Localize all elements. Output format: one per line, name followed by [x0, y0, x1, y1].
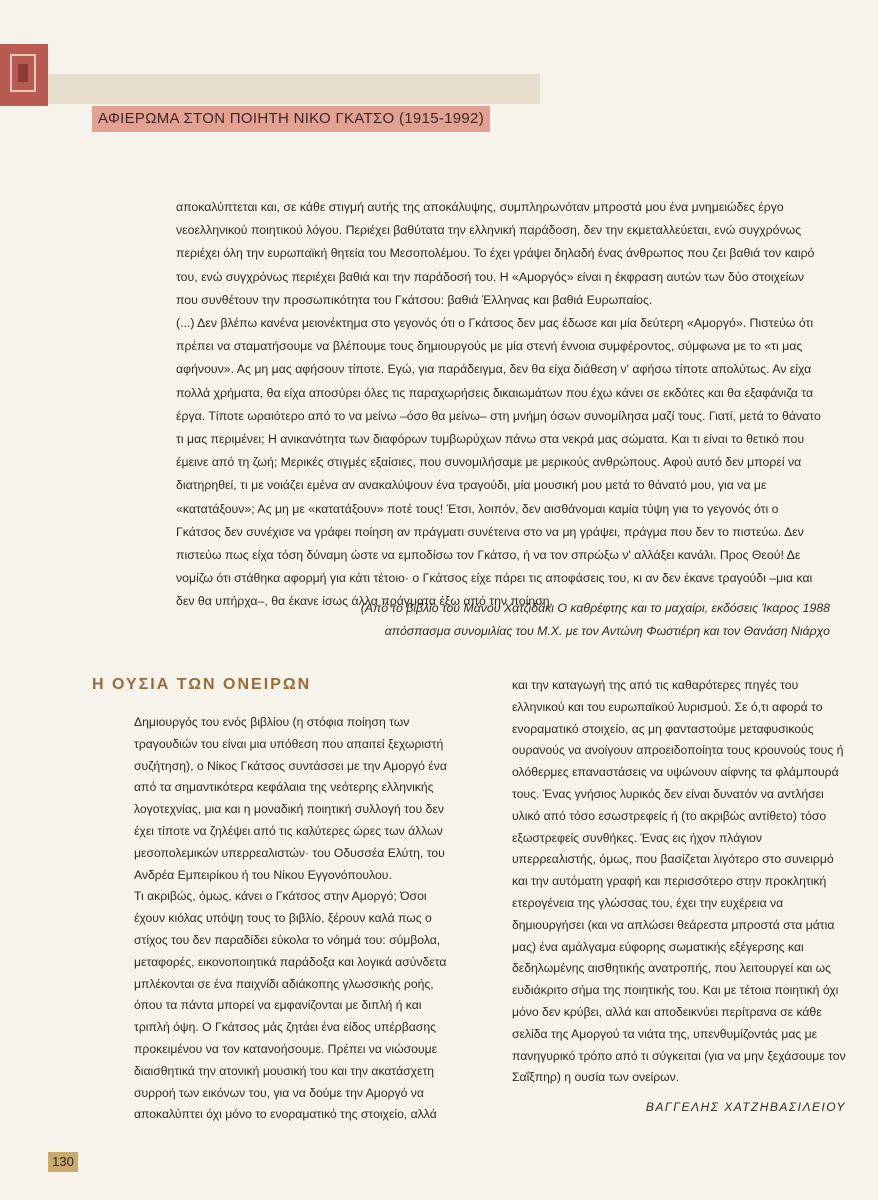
header-emblem-image [0, 44, 48, 106]
left-paragraph-1: Δημιουργός του ενός βιβλίου (η στόφια ποίηση των τραγουδιών του είναι μια υπόθεση που απαιτεί ξεχωριστή συζήτηση), ο Νίκος Γκάτσος συντάσσει με την Αμοργό ένα από τα σημαντικότερα κεφάλαια της νεότερης ελληνικής λογοτεχνίας, μια και η μοναδική ποιητική συλλογή του δεν έχει τίποτε να ζηλέψει από τις καλύτερες ώρες των άλλων μεσοπολεμικών υπερρεαλιστών· του Οδυσσέα Ελύτη, του Ανδρέα Εμπειρίκου ή του Νίκου Εγγονόπουλου. [134, 715, 447, 882]
article-left-column [134, 712, 452, 1126]
left-paragraph-2: Τι ακριβώς, όμως, κάνει ο Γκάτσος στην Αμοργό; Όσοι έχουν κιόλας υπόψη τους το βιβλίο, ξέρουν καλά πως ο στίχος του δεν παραδίδει εύκολα το νόημά του: σύμβολα, μεταφορές, εικονοποιητικά παράδοξα και λογικά ασύνδετα μπλέκονται σε ένα παιχνίδι αδιάκοπης γλωσσικής ροής, όπου τα πάντα μπορεί να εμφανίζονται με διπλή ή και τριπλή όψη. Ο Γκάτσος μάς ζητάει ένα είδος υπέρβασης προκειμένου να τον κατανοήσουμε. Πρέπει να νιώσουμε διαισθητικά την ατονική μουσική του και την ακατάσχετη συρροή των εικόνων του, για να δούμε την Αμοργό να αποκαλύπτει όχι μόνο το ενοραματικό της στοιχείο, αλλά [134, 889, 447, 1122]
source-citation [300, 597, 830, 643]
main-paragraph-1: αποκαλύπτεται και, σε κάθε στιγμή αυτής της αποκάλυψης, συμπληρωνόταν μπροστά μου ένα μνημειώδες έργο νεοελληνικού ποιητικού λόγου. Περιέχει βαθύτατα την ελληνική παράδοση, δεν την εκμεταλλεύεται, ενώ συγχρόνως περιέχει όλη την ευρωπαϊκή θητεία του Μεσοπολέμου. Το έχει γράψει δηλαδή ένας άνθρωπος που ζει βαθιά τον καιρό του, ενώ συγχρόνως περιέχει βαθιά και την παράδοσή του. Η «Αμοργός» είναι η έκφραση αυτών των δύο στοιχείων που συνθέτουν την προσωπικότητα του Γκάτσου: βαθιά Έλληνας και βαθιά Ευρωπαίος. [176, 200, 815, 307]
source-line-1: (Από το βιβλίο του Μάνου Χατζιδάκι Ο καθρέφτης και το μαχαίρι, εκδόσεις Ίκαρος 1988 [360, 601, 830, 615]
article-right-column [512, 675, 846, 1089]
main-text-block [176, 196, 826, 614]
source-line-2: απόσπασμα συνομιλίας του Μ.Χ. με τον Αντώνη Φωστιέρη και τον Θανάση Νιάρχο [384, 624, 830, 638]
header-band [0, 74, 540, 104]
section-heading: Η ΟΥΣΙΑ ΤΩΝ ΟΝΕΙΡΩΝ [92, 676, 312, 693]
page-number: 130 [48, 1152, 78, 1172]
article-author: ΒΑΓΓΕΛΗΣ ΧΑΤΖΗΒΑΣΙΛΕΙΟΥ [645, 1100, 846, 1114]
main-paragraph-2: (...) Δεν βλέπω κανένα μειονέκτημα στο γεγονός ότι ο Γκάτσος δεν μας έδωσε και μία δεύτερη «Αμοργό». Πιστεύω ότι πρέπει να σταματήσουμε να βλέπουμε τους δημιουργούς με μία στενή έννοια συμφέροντος, σύμφωνα με το «τι μας αφήνουν». Ας μη μας αφήσουν τίποτε. Εγώ, για παράδειγμα, δεν θα είχα διάθεση ν' αφήσω τίποτε απολύτως. Αν είχα πολλά χρήματα, θα είχα αποσύρει όλες τις παραχωρήσεις δικαιωμάτων που έχω κάνει σε εκδότες και θα εξαφάνιζα τα έργα. Τίποτε ωραιότερο από το να μείνω –όσο θα μείνω– στη μνήμη όσων συνομίλησα μαζί τους. Γιατί, μετά το θάνατο τι μας περιμένει; Η ανικανότητα των διαφόρων τυμβωρύχων πάνω στα νεκρά μας σώματα. Και τι είναι το θετικό που έμεινε από τη ζωή; Μερικές στιγμές εξαίσιες, που συνομιλήσαμε με μερικούς ανθρώπους. Αφού αυτό δεν μπορεί να διατηρηθεί, τι με νοιάζει εμένα αν ανακαλύψουν ένα τραγούδι, μία μουσική μου μετά το θάνατό μου, για να με «κατατάξουν»; Ας μη με «κατατάξουν» ποτέ τους! Έτσι, λοιπόν, δεν αισθάνομαι καμία τύψη για το γεγονός ότι ο Γκάτσος δεν συνέχισε να γράφει ποίηση αν πράγματι συνέτεινα στο να μη γράψει, πράγμα που δεν το πιστεύω. Δεν πιστεύω πως είχα τόση δύναμη ώστε να εμποδίσω τον Γκάτσο, ή να τον σπρώξω ν' αλλάξει κανάλι. Προς Θεού! Δε νομίζω ότι στάθηκα αφορμή για κάτι τέτοιο· ο Γκάτσος είχε πάρει τις αποφάσεις του, κι αν δεν έκανε τραγούδι –μια και δεν θα υπήρχα–, θα έκανε ίσως άλλα πράγματα έξω από την ποίηση. [176, 316, 821, 609]
page-header-title: ΑΦΙΕΡΩΜΑ ΣΤΟΝ ΠΟΙΗΤΗ ΝΙΚΟ ΓΚΑΤΣΟ (1915-1992) [92, 106, 490, 132]
right-paragraph-1: και την καταγωγή της από τις καθαρότερες πηγές του ελληνικού και του ευρωπαϊκού λυρισμού. Σε ό,τι αφορά το ενοραματικό στοιχείο, ας μη φανταστούμε μεταφυσικούς ουρανούς να ανοίγουν απροειδοποίητα τους κρουνούς τους ή ολόθερμες επαναστάσεις να υψώνουν αίφνης τα φλάμπουρά τους. Ένας γνήσιος λυρικός δεν είναι δυνατόν να αντλήσει υλικό από τόσο εσωστρεφείς ή (το ακριβώς αντίθετο) τόσο εξωστρεφείς συνθήκες. Ένας εις ήχον πλάγιον υπερρεαλιστής, όμως, που βασίζεται λιγότερο στο συνειρμό και την αυτόματη γραφή και περισσότερο στην προκλητική ετερογένεια της γλώσσας του, έχει την ευχέρεια να δημιουργήσει (και να απλώσει θεάρεστα μπροστά στα μάτια μας) ένα αμάλγαμα εύφορης σωματικής εξέγερσης και δεδηλωμένης αισθητικής ανατροπής, που λειτουργεί και ως ευδιάκριτο σήμα της ποιητικής του. Και με τέτοια ποιητική όχι μόνο δεν κρύβει, αλλά και αποδεικνύει περίτρανα σε κάθε σελίδα της Αμοργού τα νιάτα της, υπενθυμίζοντάς μας με πανηγυρικό τρόπο από τι σύγκειται (για να μην ξεχάσουμε τον Σαΐξπηρ) η ουσία των ονείρων. [512, 678, 846, 1085]
